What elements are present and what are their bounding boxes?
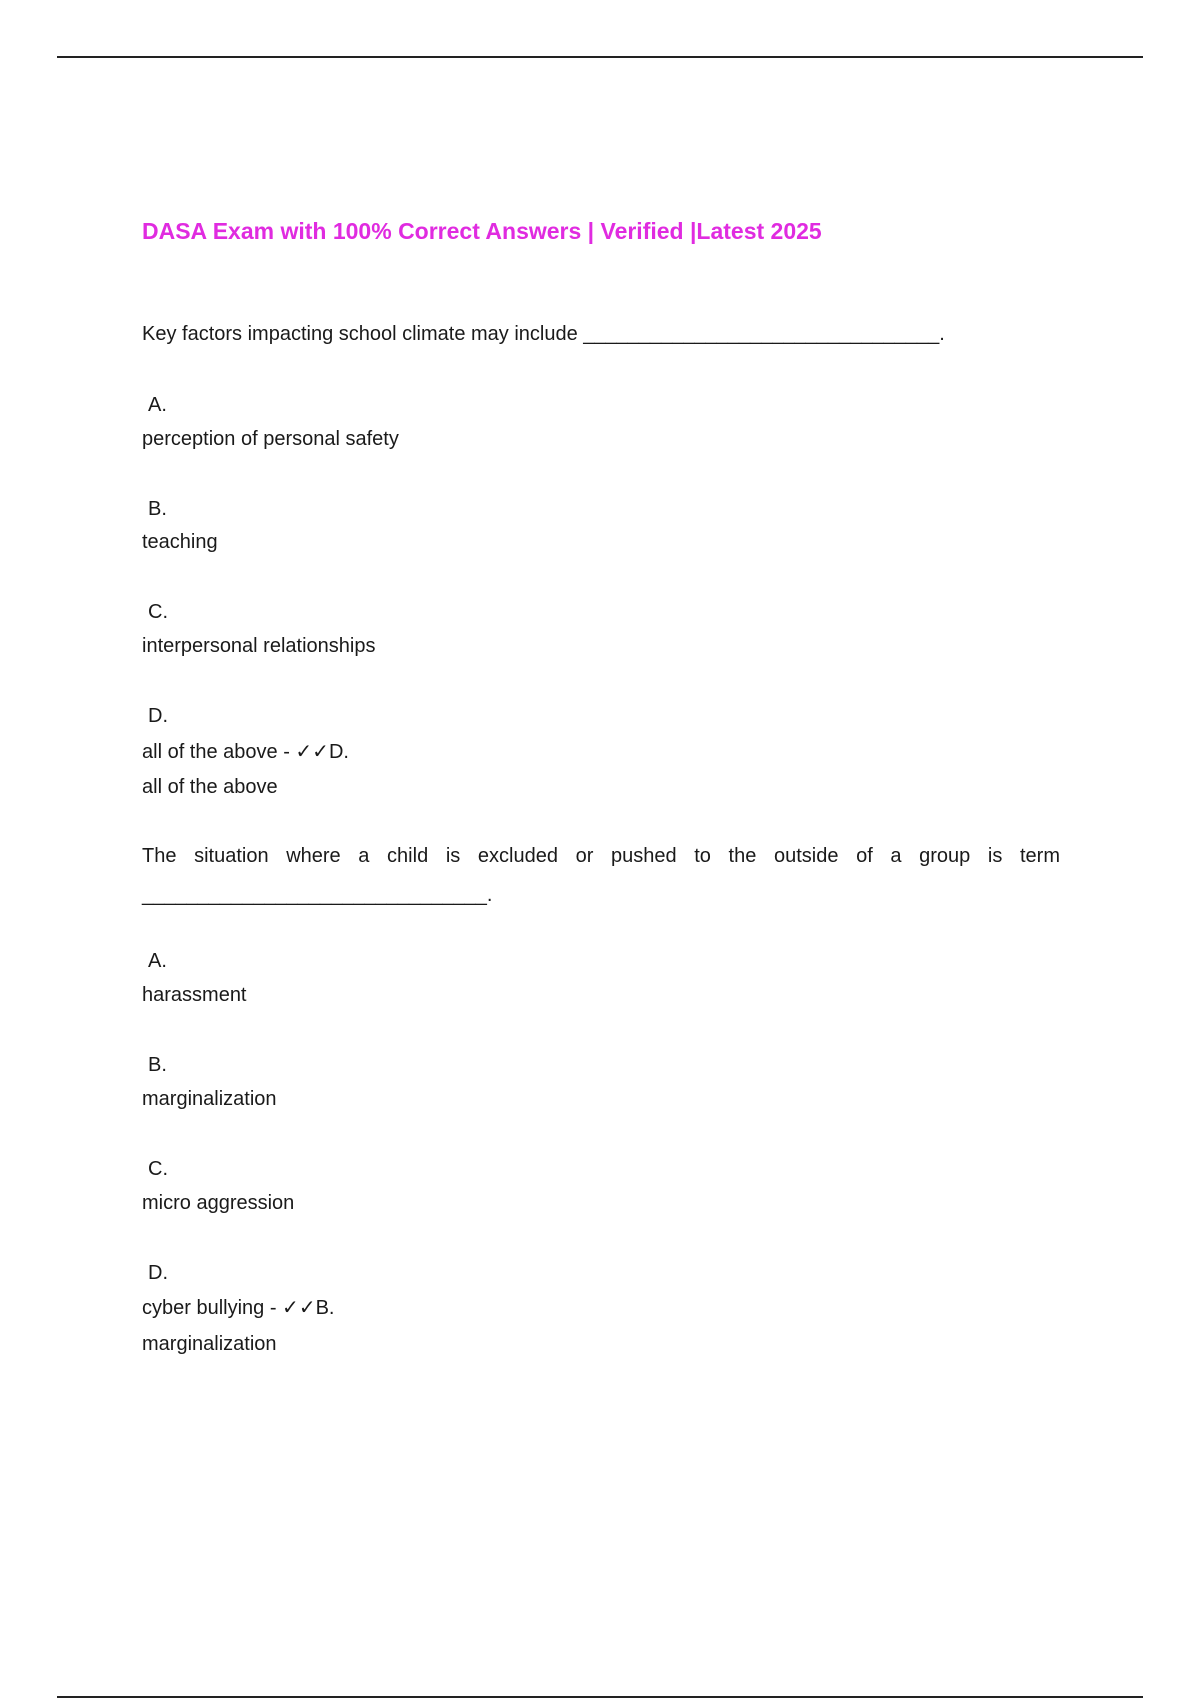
question-2-option-d-text: cyber bullying - ✓✓B. [142,1297,335,1319]
document-title: DASA Exam with 100% Correct Answers | Verified |Latest 2025 [142,218,822,244]
question-1-option-c-text: interpersonal relationships [142,635,376,657]
question-1-prompt: Key factors impacting school climate may include ________________________________. [142,323,945,345]
bottom-rule [57,1696,1143,1698]
question-1-option-b-text: teaching [142,531,218,553]
question-1-option-c-letter: C. [148,601,168,623]
question-1-option-d-text: all of the above - ✓✓D. [142,741,349,763]
question-2-option-c-letter: C. [148,1158,168,1180]
question-2-option-b-letter: B. [148,1054,167,1076]
question-2-prompt: The situation where a child is excluded or pushed to the outside of a group is term [142,845,1060,867]
question-2-option-b-text: marginalization [142,1088,277,1110]
question-2-option-a-text: harassment [142,984,247,1006]
question-1-option-b-letter: B. [148,498,167,520]
question-1-option-a-text: perception of personal safety [142,428,399,450]
question-2-prompt-blank: _______________________________. [142,884,493,906]
question-2-option-d-letter: D. [148,1262,168,1284]
question-1-option-d-letter: D. [148,705,168,727]
question-2-answer: marginalization [142,1333,277,1355]
question-2-option-a-letter: A. [148,950,167,972]
question-1-option-a-letter: A. [148,394,167,416]
question-2-option-c-text: micro aggression [142,1192,295,1214]
question-1-answer: all of the above [142,776,278,798]
top-rule [57,56,1143,58]
